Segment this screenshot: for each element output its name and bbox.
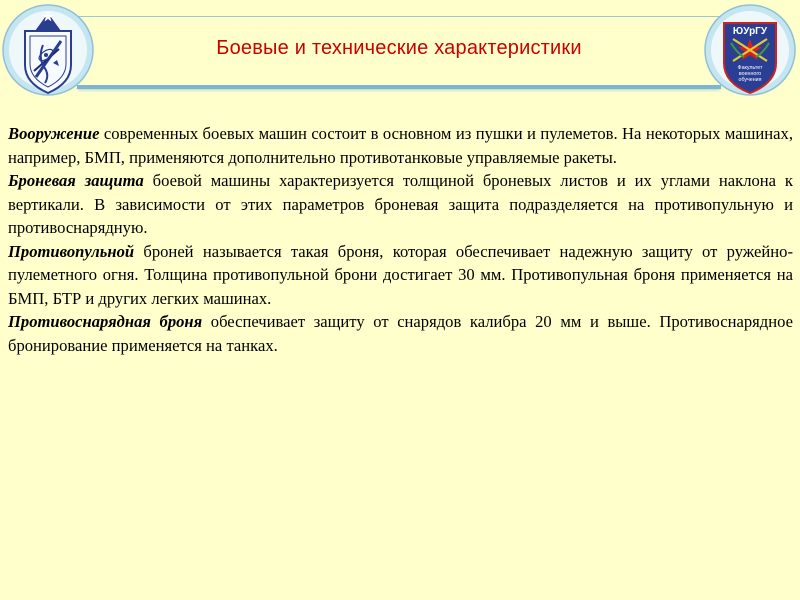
- emblem-caption-line-2: военного: [738, 71, 762, 77]
- term-shellproof-armor: Противоснарядная броня: [8, 312, 203, 331]
- paragraph-armor-protection: [8, 169, 793, 240]
- paragraph-armament-text: современных боевых машин состоит в основном из пушки и пулеметов. На некоторых машинах, например, БМП, применяются дополнительно противотанковые управляемые ракеты.: [8, 124, 793, 167]
- paragraph-armor-protection-text: боевой машины характеризуется толщиной броневых листов и их углами наклона к вертикали. В зависимости от этих параметров броневая защита подразделяется на противопульную и противоснарядную.: [8, 171, 793, 237]
- body-text: [8, 122, 793, 357]
- paragraph-shellproof-armor: [8, 310, 793, 357]
- paragraph-bulletproof-armor: [8, 240, 793, 311]
- emblem-caption-line-3: обучения: [738, 77, 762, 83]
- term-armor-protection: Броневая защита: [8, 171, 144, 190]
- faculty-emblem-icon: [703, 3, 797, 97]
- page-title: Боевые и технические характеристики: [216, 37, 582, 59]
- term-bulletproof-armor: Противопульной: [8, 241, 135, 261]
- term-armament: Вооружение: [8, 124, 100, 143]
- university-emblem-icon: [1, 3, 95, 97]
- paragraph-shellproof-armor-text: обеспечивает защиту от снарядов калибра 20 мм и выше. Противоснарядное бронирование применяется на танках.: [8, 312, 793, 355]
- emblem-caption-line-1: Факультет: [737, 65, 763, 71]
- emblem-top-text: ЮУрГУ: [732, 26, 768, 37]
- paragraph-bulletproof-armor-text: броней называется такая броня, которая обеспечивает надежную защиту от ружейно-пулеметного огня. Толщина противопульной брони достигает 30 мм. Противопульная броня применяется на БМП, БТР и других легких машинах.: [8, 241, 793, 308]
- paragraph-armament: [8, 122, 793, 169]
- title-bar: [76, 16, 722, 85]
